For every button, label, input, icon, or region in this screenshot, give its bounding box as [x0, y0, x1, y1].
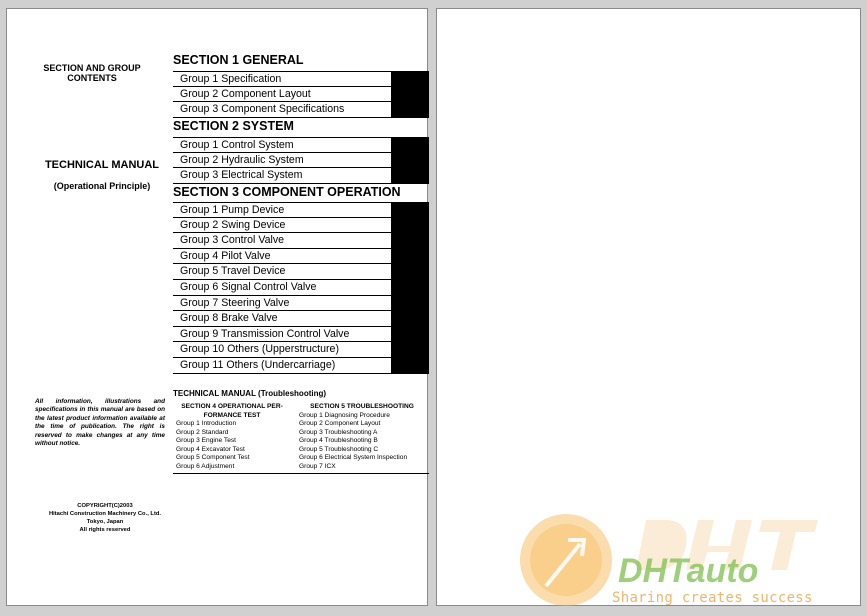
- copyright-line: COPYRIGHT(C)2003: [77, 503, 133, 509]
- technical-manual-title: TECHNICAL MANUAL: [44, 159, 160, 171]
- group-label: Group 3 Component Specifications: [180, 103, 345, 116]
- group-row[interactable]: [173, 71, 429, 87]
- group-label: Group 5 Travel Device: [180, 265, 286, 278]
- group-row[interactable]: [173, 233, 429, 249]
- section-4-item[interactable]: Group 2 Standard: [176, 428, 229, 436]
- left-page: [6, 8, 428, 606]
- logo-slogan: Sharing creates success: [612, 590, 813, 606]
- section-5-item[interactable]: Group 5 Troubleshooting C: [299, 445, 379, 453]
- group-label: Group 3 Electrical System: [180, 169, 303, 182]
- index-tab: [391, 280, 429, 295]
- group-label: Group 2 Component Layout: [180, 87, 311, 100]
- copyright-block: [35, 502, 175, 534]
- group-label: Group 1 Control System: [180, 139, 294, 151]
- section-4-title: SECTION 4 OPERATIONAL PER-FORMANCE TEST: [181, 403, 283, 419]
- index-tab: [391, 218, 429, 233]
- section-4-item[interactable]: Group 5 Component Test: [176, 454, 250, 461]
- group-row[interactable]: [173, 153, 429, 169]
- group-label: Group 10 Others (Upperstructure): [180, 343, 339, 356]
- section-5-title: SECTION 5 TROUBLESHOOTING: [310, 403, 414, 410]
- section-4-item[interactable]: Group 3 Engine Test: [176, 437, 236, 444]
- index-tab: [391, 168, 429, 183]
- copyright-company: Hitachi Construction Machinery Co., Ltd.: [48, 511, 162, 517]
- group-row[interactable]: [173, 249, 429, 265]
- section-5-item[interactable]: Group 7 ICX: [299, 462, 336, 470]
- disclaimer-text: All information, illustrations and specifications in this manual are based on the latest product information available at the time of publication. The right is reserved to make changes at any time without notice.: [35, 398, 165, 448]
- index-tab: [391, 296, 429, 311]
- group-label: Group 3 Control Valve: [180, 234, 285, 247]
- group-row[interactable]: [173, 358, 429, 374]
- group-row[interactable]: [173, 311, 429, 327]
- group-row[interactable]: [173, 168, 429, 184]
- section-5-column: [295, 403, 429, 471]
- section-1-groups: [173, 71, 429, 118]
- index-tab: [391, 72, 429, 86]
- section-2-title: SECTION 2 SYSTEM: [173, 119, 294, 133]
- index-tab: [391, 87, 429, 102]
- section-5-item[interactable]: Group 6 Electrical System Inspection: [299, 454, 408, 461]
- group-label: Group 11 Others (Undercarriage): [180, 358, 336, 371]
- troubleshooting-manual-block: [173, 389, 429, 474]
- index-tab: [391, 249, 429, 264]
- group-row[interactable]: [173, 327, 429, 343]
- group-row[interactable]: [173, 280, 429, 296]
- group-label: Group 7 Steering Valve: [180, 296, 290, 309]
- index-tab: [391, 233, 429, 248]
- group-label: Group 1 Pump Device: [180, 204, 285, 216]
- index-tab: [391, 203, 429, 217]
- section-4-item[interactable]: Group 4 Excavator Test: [176, 445, 245, 453]
- group-label: Group 2 Swing Device: [180, 218, 286, 231]
- section-5-item[interactable]: Group 3 Troubleshooting A: [299, 428, 378, 436]
- section-3-title: SECTION 3 COMPONENT OPERATION: [173, 185, 401, 199]
- group-label: Group 4 Pilot Valve: [180, 249, 271, 262]
- group-label: Group 6 Signal Control Valve: [180, 280, 317, 293]
- index-tab: [391, 264, 429, 279]
- index-tab: [391, 327, 429, 342]
- group-row[interactable]: [173, 137, 429, 153]
- group-row[interactable]: [173, 202, 429, 218]
- copyright-rights: All rights reserved: [79, 527, 131, 533]
- section-5-item[interactable]: Group 4 Troubleshooting B: [299, 437, 378, 444]
- group-row[interactable]: [173, 87, 429, 103]
- index-tab: [391, 342, 429, 357]
- operational-principle-subtitle: (Operational Principle): [53, 181, 151, 191]
- group-row[interactable]: [173, 296, 429, 312]
- section-5-item[interactable]: Group 1 Diagnosing Procedure: [299, 411, 390, 419]
- index-tab: [391, 311, 429, 326]
- index-tab: [391, 138, 429, 152]
- group-label: Group 8 Brake Valve: [180, 312, 278, 325]
- section-group-contents-title: SECTION AND GROUP CONTENTS: [43, 63, 141, 83]
- index-tab: [391, 153, 429, 168]
- troubleshooting-title: TECHNICAL MANUAL (Troubleshooting): [173, 389, 327, 398]
- watermark-logo: [518, 510, 867, 611]
- section-1-title: SECTION 1 GENERAL: [173, 53, 304, 67]
- section-4-item[interactable]: Group 6 Adjustment: [176, 462, 235, 470]
- copyright-location: Tokyo, Japan: [86, 519, 124, 525]
- section-2-groups: [173, 137, 429, 184]
- group-row[interactable]: [173, 342, 429, 358]
- section-4-item[interactable]: Group 1 Introduction: [176, 420, 237, 427]
- group-row[interactable]: [173, 264, 429, 280]
- section-3-groups: [173, 202, 429, 374]
- index-tab: [391, 358, 429, 373]
- group-label: Group 2 Hydraulic System: [180, 153, 304, 166]
- group-row[interactable]: [173, 218, 429, 234]
- group-row[interactable]: [173, 102, 429, 118]
- section-5-item[interactable]: Group 2 Component Layout: [299, 420, 381, 427]
- group-label: Group 9 Transmission Control Valve: [180, 327, 350, 340]
- index-tab: [391, 102, 429, 117]
- section-4-column: [173, 403, 291, 471]
- group-label: Group 1 Specification: [180, 73, 282, 85]
- logo-text: DHTauto: [618, 552, 759, 590]
